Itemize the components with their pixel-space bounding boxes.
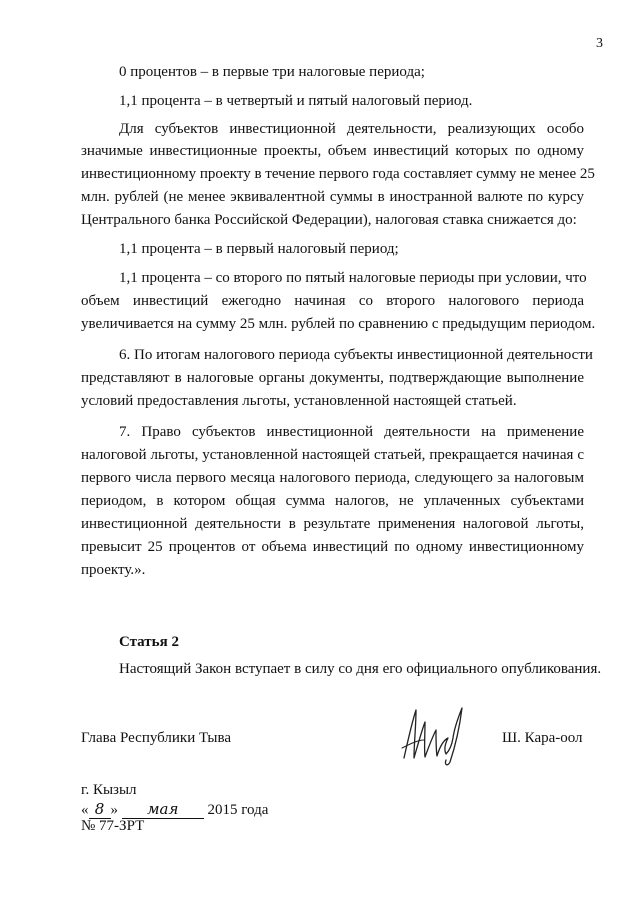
text-line: периодом, в котором общая сумма налогов, не уплаченных субъектами	[81, 493, 584, 509]
text-line: млн. рублей (не менее эквивалентной суммы в иностранной валюте по курсу	[81, 189, 584, 205]
date-open-quote: «	[81, 802, 89, 818]
text-line: инвестиционной деятельности в результате применения налоговой льготы,	[81, 516, 584, 532]
text-line: условий предоставления льготы, установленной настоящей статьей.	[81, 393, 517, 409]
text-line: увеличивается на сумму 25 млн. рублей по сравнению с предыдущим периодом.	[81, 316, 596, 332]
page-number: 3	[596, 36, 603, 51]
text-line: объем инвестиций ежегодно начиная со второго налогового периода	[81, 293, 584, 309]
article-text: Настоящий Закон вступает в силу со дня его официального опубликования.	[119, 661, 602, 677]
text-line: 1,1 процента – со второго по пятый налоговые периоды при условии, что	[119, 270, 587, 286]
date-year: 2015 года	[207, 802, 269, 818]
text-line: 1,1 процента – в первый налоговый период;	[119, 241, 399, 257]
article-heading: Статья 2	[119, 634, 179, 650]
text-line: Центрального банка Российской Федерации), налоговая ставка снижается до:	[81, 212, 577, 228]
date-close-quote: »	[110, 802, 118, 818]
signatory-name: Ш. Кара-оол	[502, 730, 583, 746]
city: г. Кызыл	[81, 782, 137, 798]
date-day: 8	[89, 800, 111, 819]
law-number: № 77-ЗРТ	[81, 818, 145, 834]
text-line: налоговой льготы, установленной настоящей статьей, прекращается начиная с	[81, 447, 584, 463]
text-line: 7. Право субъектов инвестиционной деятельности на применение	[119, 424, 584, 440]
text-line: первого числа первого месяца налогового периода, следующего за налоговым	[81, 470, 584, 486]
text-line: инвестиционному проекту в течение первого года составляет сумму не менее 25	[81, 166, 595, 182]
date-month: мая	[122, 800, 204, 819]
text-line: представляют в налоговые органы документы, подтверждающие выполнение	[81, 370, 584, 386]
text-line: 6. По итогам налогового периода субъекты инвестиционной деятельности	[119, 347, 593, 363]
text-line: 0 процентов – в первые три налоговые периода;	[119, 64, 425, 80]
handwritten-signature	[398, 700, 468, 770]
text-line: 1,1 процента – в четвертый и пятый налоговый период.	[119, 93, 473, 109]
text-line: Для субъектов инвестиционной деятельности, реализующих особо	[119, 121, 584, 137]
date-line	[81, 800, 268, 819]
text-line: проекту.».	[81, 562, 146, 578]
text-line: превысит 25 процентов от объема инвестиций по одному инвестиционному	[81, 539, 584, 555]
text-line: значимые инвестиционные проекты, объем инвестиций которых по одному	[81, 143, 584, 159]
signatory-title: Глава Республики Тыва	[81, 730, 232, 746]
